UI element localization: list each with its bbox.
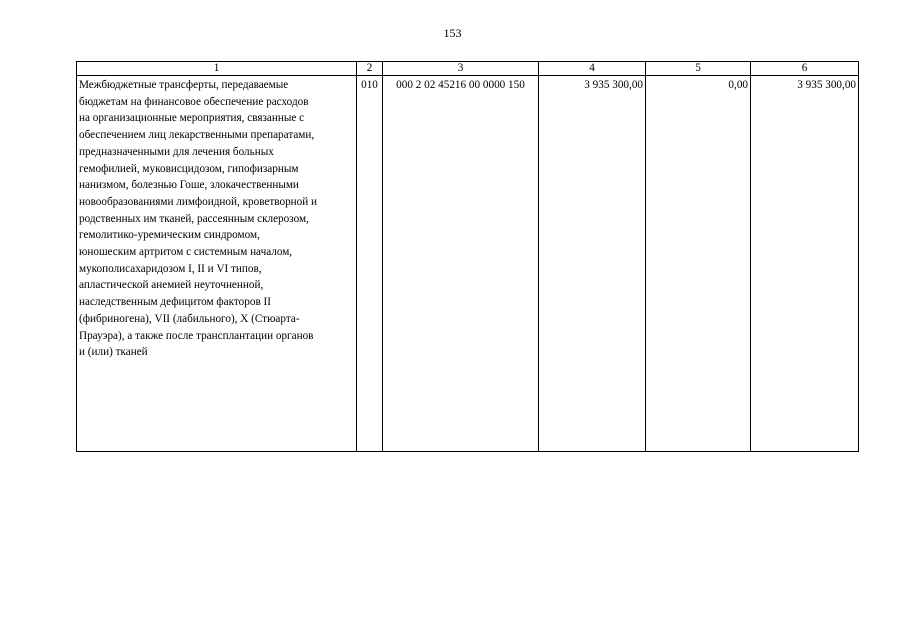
row-name-line: обеспечением лиц лекарственными препаратами, [79,129,315,142]
row-name-line: наследственным дефицитом факторов II [79,296,271,309]
row-name-cell [77,76,357,452]
row-name-line: (фибриногена), VII (лабильного), X (Стюарта- [79,312,300,325]
row-name-line: гемолитико-уремическим синдромом, [79,229,260,242]
row-name-line: мукополисахаридозом I, II и VI типов, [79,262,262,275]
table-header-row [77,62,859,76]
row-name-line: предназначенными для лечения больных [79,145,274,158]
column-header-2: 2 [357,62,383,76]
row-name-line: и (или) тканей [79,346,148,359]
row-name-line: гемофилией, муковисцидозом, гипофизарным [79,162,299,175]
row-name-line: родственных им тканей, рассеянным склерозом, [79,212,309,225]
row-col4-cell: 3 935 300,00 [539,76,646,452]
row-name-line: апластической анемией неуточненной, [79,279,264,292]
row-name-line: новообразованиями лимфоидной, кроветворной и [79,195,318,208]
column-header-3: 3 [383,62,539,76]
budget-table [76,61,859,452]
column-header-1: 1 [77,62,357,76]
page-number: 153 [443,26,462,40]
row-name-line: нанизмом, болезнью Гоше, злокачественными [79,179,299,192]
column-header-4: 4 [539,62,646,76]
row-code-cell: 010 [357,76,383,452]
column-header-6: 6 [751,62,859,76]
row-col6-cell: 3 935 300,00 [751,76,859,452]
column-header-5: 5 [646,62,751,76]
row-name-line: Прауэра), а также после трансплантации органов [79,329,314,342]
row-name-line: бюджетам на финансовое обеспечение расходов [79,95,309,108]
row-name-line: на организационные мероприятия, связанные с [79,112,305,125]
row-name-line: юношеским артритом с системным началом, [79,246,293,259]
row-name-line: Межбюджетные трансферты, передаваемые [79,79,289,91]
row-kbk-cell: 000 2 02 45216 00 0000 150 [383,76,539,452]
row-col5-cell: 0,00 [646,76,751,452]
table-row [77,76,859,452]
